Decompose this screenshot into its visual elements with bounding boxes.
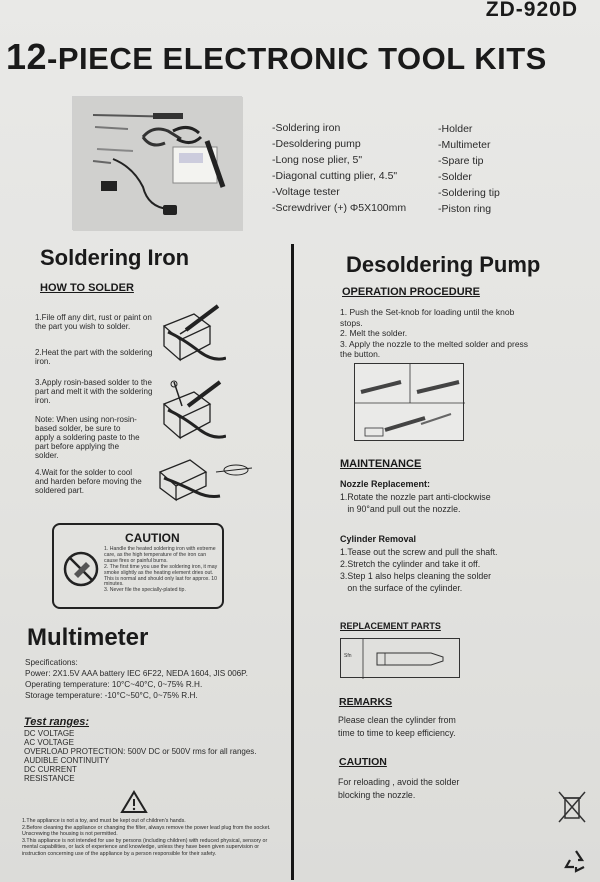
part-item: -Holder (438, 123, 473, 135)
title-text: -PIECE ELECTRONIC TOOL KITS (47, 41, 547, 76)
cylinder-removal-heading: Cylinder Removal (340, 534, 417, 544)
part-item: -Desoldering pump (272, 138, 361, 150)
solder-step-3: 3.Apply rosin-based solder to the part and melt it with the soldering iron. (35, 378, 153, 405)
caution-item: 1. Handle the heated soldering iron with extreme care, as the high temperature of the iron can cause fires or painful burns. (104, 546, 216, 564)
nozzle-line: in 90°and pull out the nozzle. (340, 504, 461, 514)
spec-line: Operating temperature: 10°C~40°C, 0~75% R.H. (25, 680, 203, 689)
operation-step: 3. Apply the nozzle to the melted solder and press the button. (340, 338, 529, 360)
part-item: -Soldering tip (438, 187, 500, 199)
part-item: -Piston ring (438, 203, 492, 215)
spec-line: Specifications: (25, 658, 78, 667)
solder-illustration-3 (156, 452, 252, 504)
nozzle-replacement-text (340, 491, 491, 515)
multimeter-specs (25, 657, 248, 701)
safety-note: 1.The appliance is not a toy, and must be kept out of children's hands. (22, 818, 186, 824)
solder-illustration-1 (160, 302, 226, 368)
test-range-item: RESISTANCE (24, 774, 75, 783)
cylinder-line: 2.Stretch the cylinder and take it off. (340, 559, 481, 569)
test-ranges-list (24, 729, 257, 783)
part-item: -Screwdriver (+) Φ5X100mm (272, 202, 407, 214)
safety-note: 2.Before cleaning the appliance or changing the filter, always remove the power lead plug from the socket. Unscrewing the housing is not permitted. (22, 824, 271, 838)
test-range-item: OVERLOAD PROTECTION: 500V DC or 500V rms for all ranges. (24, 747, 257, 756)
parts-list-right (438, 121, 500, 217)
parts-list-left (272, 120, 406, 216)
product-photo (72, 96, 242, 230)
test-range-item: DC CURRENT (24, 765, 77, 774)
recycle-icon (563, 848, 589, 874)
column-divider (291, 244, 294, 880)
nozzle-replacement-heading: Nozzle Replacement: (340, 479, 431, 489)
solder-note: Note: When using non-rosin-based solder, be sure to apply a soldering paste to the part before applying the solder. (35, 415, 140, 460)
part-item: -Solder (438, 171, 472, 183)
title-number: 12 (6, 36, 48, 77)
replacement-parts-box (340, 638, 460, 678)
part-item: -Spare tip (438, 155, 484, 167)
nozzle-drawing (341, 639, 461, 679)
cylinder-line: 3.Step 1 also helps cleaning the solder (340, 571, 492, 581)
crossed-bin-icon (557, 790, 587, 824)
model-number: ZD-920D (485, 0, 578, 21)
caution-item: 2. The first time you use the soldering iron, it may smoke slightly as the heating element dries out. This is normal and should only last for approx. 10 minutes. (104, 563, 218, 588)
test-range-item: AUDIBLE CONTINUITY (24, 756, 110, 765)
operation-step: 1. Push the Set-knob for loading until the knob stops. (340, 307, 515, 328)
caution-title: CAUTION (125, 531, 180, 545)
test-ranges-heading: Test ranges: (24, 716, 90, 728)
remarks-line: time to time to keep efficiency. (338, 728, 456, 738)
prohibition-icon (62, 550, 100, 588)
pump-caution-line: blocking the nozzle. (338, 790, 416, 800)
caution-text (104, 547, 220, 594)
cylinder-line: 1.Tease out the screw and pull the shaft. (340, 547, 498, 557)
solder-step-4: 4.Wait for the solder to cool and harden before moving the soldered part. (35, 468, 142, 495)
how-to-solder-heading: HOW TO SOLDER (40, 282, 134, 294)
soldering-iron-title: Soldering Iron (40, 245, 190, 270)
desoldering-pump-title: Desoldering Pump (346, 252, 541, 277)
tools-image (73, 97, 243, 231)
maintenance-heading: MAINTENANCE (340, 458, 422, 470)
part-item: -Long nose plier, 5" (272, 154, 363, 166)
safety-note: 3.This appliance is not intended for use by persons (including children) with reduced physical, sensory or mental capabilities, or lack of experience and knowledge, unless they have been given supervision or instruction concerning use of the appliance by a person responsible for their safety. (22, 837, 268, 857)
safety-notes (22, 818, 284, 858)
cylinder-line: on the surface of the cylinder. (340, 583, 463, 593)
part-item: -Voltage tester (272, 186, 340, 198)
test-range-item: AC VOLTAGE (24, 738, 74, 747)
remarks-text (338, 714, 456, 740)
pump-caution-line: For reloading , avoid the solder (338, 777, 460, 787)
part-item: -Multimeter (438, 139, 491, 151)
pump-caution-text (338, 776, 459, 802)
operation-step: 2. Melt the solder. (340, 328, 408, 339)
caution-item: 3. Never file the specially-plated tip. (104, 587, 186, 594)
remarks-heading: REMARKS (339, 696, 393, 708)
spec-line: Power: 2X1.5V AAA battery IEC 6F22, NEDA 1604, JIS 006P. (25, 669, 248, 678)
pump-diagram (355, 364, 465, 442)
solder-step-2: 2.Heat the part with the soldering iron. (35, 348, 153, 366)
replacement-part-label: Sfn (344, 653, 352, 659)
nozzle-line: 1.Rotate the nozzle part anti-clockwise (340, 492, 491, 502)
operation-procedure-heading: OPERATION PROCEDURE (342, 286, 480, 298)
warning-triangle-icon (120, 790, 148, 814)
replacement-parts-heading: REPLACEMENT PARTS (340, 621, 441, 631)
part-item: -Soldering iron (272, 122, 341, 134)
pump-caution-heading: CAUTION (339, 756, 387, 768)
operation-steps (340, 307, 530, 360)
solder-illustration-2 (160, 378, 226, 444)
part-item: -Diagonal cutting plier, 4.5" (272, 170, 398, 182)
page-title (6, 36, 547, 78)
test-range-item: DC VOLTAGE (24, 729, 75, 738)
multimeter-title: Multimeter (27, 624, 149, 651)
cylinder-removal-text (340, 546, 497, 594)
solder-step-1: 1.File off any dirt, rust or paint on the part you wish to solder. (35, 313, 152, 331)
operation-illustration (354, 363, 464, 441)
remarks-line: Please clean the cylinder from (338, 715, 456, 725)
spec-line: Storage temperature: -10°C~50°C, 0~75% R.H. (25, 691, 198, 700)
